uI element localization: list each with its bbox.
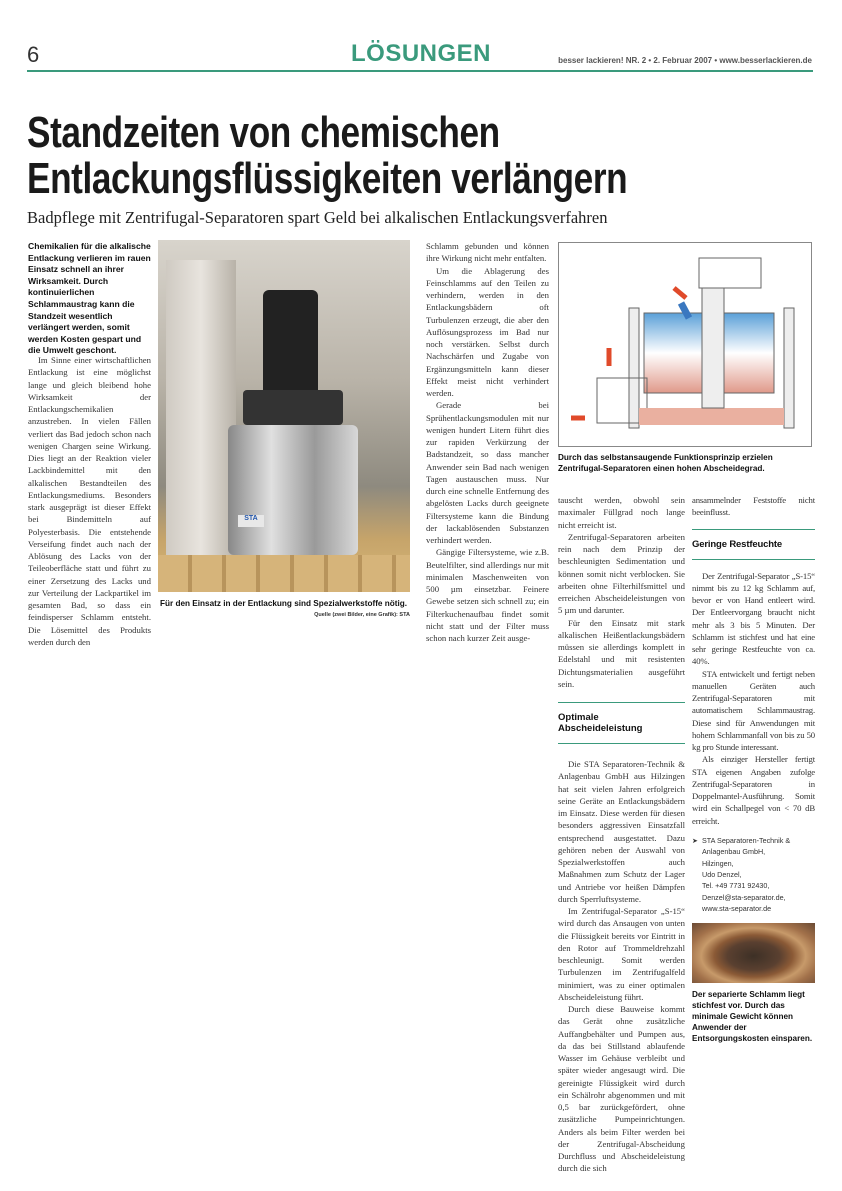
sludge-photo xyxy=(692,923,815,983)
sta-label: STA xyxy=(238,515,264,527)
column-3 xyxy=(558,494,685,1175)
column-2 xyxy=(426,240,549,644)
paragraph: Im Zentrifugal-Separator „S-15“ wird durch das Ansaugen von unten die Flüssigkeit bereits vor Eintritt in den Rotor auf Trommeldrehzahl beschleunigt. Somit werden Turbulenzen im Zentrifugalfeld minimiert, was zu einer optimalen Abscheideleistung führt. xyxy=(558,906,685,1002)
contact-line: Hilzingen, xyxy=(702,858,734,868)
article-title xyxy=(27,110,627,202)
paragraph: Gerade bei Sprühentlackungsmodulen mit nur wenigen hundert Litern führt dies zur rapiden Verkürzung der Badstandzeit, so dass mancher Anwender sein Bad nach wenigen Tagen austauschen muss. Nur durch eine schnelle Entfernung des abgelösten Lacks durch geeignete Filtersysteme kann die Bindung der lackablösenden Substanzen verhindert werden. xyxy=(426,400,549,545)
contact-line: Udo Denzel, xyxy=(702,869,742,879)
paragraph: Die STA Separatoren-Technik & Anlagenbau GmbH aus Hilzingen hat seit vielen Jahren erfolgreich seine Geräte an Entlackungsbädern im Einsatz. Diese werden für diesen besonders aggressiven Einsatzfall entsprechend ausgestattet. Dazu gehören neben der Auswahl von Spezialwerkstoffen auch Maßnahmen zum Schutz der Lager und Antriebe vor heißen Dämpfen durch Sperrluftsysteme. xyxy=(558,759,685,904)
lead-paragraph: Chemikalien für die alkalische Entlackung verlieren im rauen Einsatz schnell an ihrer Wirksamkeit. Durch kontinuierlichen Schlammaustrag kann die Standzeit wesentlich verlängert werden, somit werden Kosten gespart und die Umwelt geschont. xyxy=(28,241,151,356)
column-4 xyxy=(692,494,815,1154)
column-1 xyxy=(28,354,151,648)
paragraph: Durch diese Bauweise kommt das Gerät ohne zusätzliche Auffangbehälter und Pumpen aus, da das bei Stillstand ablaufende Wasser im Gehäuse verbleibt und später wieder angesaugt wird. Die gereinigte Flüssigkeit wird durch ein Schälrohr abgenommen und mit 0,5 bar zurückgefördert, ohne zusätzliche Pumpeinrichtungen. Anders als beim Filter werden bei der Zentrifugal-Abscheidung Durchfluss und Abscheideleistung durch die sich xyxy=(558,1004,685,1174)
paragraph: ansammelnder Feststoffe nicht beeinflusst. xyxy=(692,495,815,518)
paragraph: Für den Einsatz mit stark alkalischen Heißentlackungsbädern müssen sie allerdings komplett in Edelstahl und mit resistenten Dichtungsmaterialien ausgeführt sein. xyxy=(558,617,685,689)
page-number: 6 xyxy=(27,42,40,67)
contact-website[interactable]: www.sta-separator.de xyxy=(702,904,772,914)
paragraph: Gängige Filtersysteme, wie z.B. Beutelfilter, sind allerdings nur mit minimalen Maschenweiten von 500 µm einsetzbar. Feinere Gewebe setzen sich schnell zu; ein Filterkuchenaufbau findet somit nicht statt und der Filter muss schon nach kurzer Zeit ausge- xyxy=(426,547,549,643)
contact-line: Tel. +49 7731 92430, xyxy=(702,881,770,891)
paragraph: tauscht werden, obwohl sein maximaler Füllgrad noch lange nicht erreicht ist. xyxy=(558,495,685,530)
diagram-caption: Durch das selbstansaugende Funktionsprinzip erzielen Zentrifugal-Separatoren einen hohen Abscheidegrad. xyxy=(558,453,773,473)
contact-line: STA Separatoren-Technik & xyxy=(702,835,791,845)
photo-credit: Quelle (zwei Bilder, eine Grafik): STA xyxy=(314,612,410,618)
article-subtitle: Badpflege mit Zentrifugal-Separatoren spart Geld bei alkalischen Entlackungsverfahren xyxy=(27,208,608,227)
header-rule xyxy=(27,70,813,72)
photo1-caption: Für den Einsatz in der Entlackung sind Spezialwerkstoffe nötig. xyxy=(160,599,408,608)
contact-email[interactable]: Denzel@sta-separator.de, xyxy=(702,892,786,902)
issue-info: besser lackieren! NR. 2 • 2. Februar 2007 • www.besserlackieren.de xyxy=(558,56,812,65)
subheading: Optimale Abscheideleistung xyxy=(558,702,685,744)
paragraph: Um die Ablagerung des Feinschlamms auf den Teilen zu verhindern, werden in den Entlackungsbädern oft Turbulenzen erzeugt, die aber den Auflösungsprozess im Bad nur noch verstärken. Selbst durch Nachschärfen und Zugabe von Ergänzungsmitteln kann dieser Effekt meist nicht verhindert werden. xyxy=(426,265,549,398)
paragraph: STA entwickelt und fertigt neben manuellen Geräten auch Zentrifugal-Separatoren mit automatischem Schlammaustrag. Diese sind für Anwendungen mit hohem Schlammanfall von bis zu 50 kg pro Stunde interessant. xyxy=(692,668,815,752)
separator-diagram xyxy=(558,242,812,447)
paragraph: Zentrifugal-Separatoren arbeiten rein nach dem Prinzip der beschleunigten Sedimentation und können somit nicht verblocken. Sie arbeiten ohne Filterhilfsmittel und erreichen Abscheideleistungen von 5 µm und darunter. xyxy=(558,531,685,616)
paragraph: Im Sinne einer wirtschaftlichen Entlackung ist eine möglichst lange und gleich bleibend hohe Wirksamkeit der Entlackungschemikalien anzustreben. In vielen Fällen verliert das Bad jedoch schon nach wenigen Chargen seine Wirkung. Dies liegt an der Reaktion vieler Lackbindemittel mit den alkalischen Bestandteilen des Entlackungsmediums. Besonders stark ausgeprägt ist dieser Effekt bei Bindemitteln auf Polyesterbasis. Die entstehende Verseifung findet auch nach der Ablösung des Lacks von der Teileoberfläche statt und führt zu einer Zersetzung des Lacks und zur Verteilung der Lackpartikel im gesamten Bad, so dass ein feindisperser Schlamm entsteht. Die Lösemittel des Produkts werden durch den xyxy=(28,355,151,647)
contact-line: Anlagenbau GmbH, xyxy=(702,847,766,857)
paragraph: Als einziger Hersteller fertigt STA eigenen Angaben zufolge Zentrifugal-Separatoren in Doppelmantel-Ausführung. Somit wird ein Schallpegel von < 70 dB erreicht. xyxy=(692,754,815,826)
contact-block xyxy=(692,835,815,915)
section-title: LÖSUNGEN xyxy=(350,40,491,67)
title-line: Entlackungsflüssigkeiten verlängern xyxy=(27,154,628,203)
photo2-caption: Der separierte Schlamm liegt stichfest vor. Durch das minimale Gewicht können Anwender der Entsorgungskosten einsparen. xyxy=(692,989,813,1043)
arrow-icon: ➤ xyxy=(692,835,699,845)
subheading: Geringe Restfeuchte xyxy=(692,529,815,560)
title-line: Standzeiten von chemischen xyxy=(27,108,500,157)
paragraph: Schlamm gebunden und können ihre Wirkung nicht mehr entfalten. xyxy=(426,241,549,264)
machine-photo xyxy=(158,240,410,592)
paragraph: Der Zentrifugal-Separator „S-15“ nimmt bis zu 12 kg Schlamm auf, bevor er von Hand entleert wird. Der Entleervorgang braucht nicht mehr als 3 bis 5 Minuten. Der Schlamm ist stichfest und hat eine sehr geringe Restfeuchte von ca. 40%. xyxy=(692,570,815,667)
